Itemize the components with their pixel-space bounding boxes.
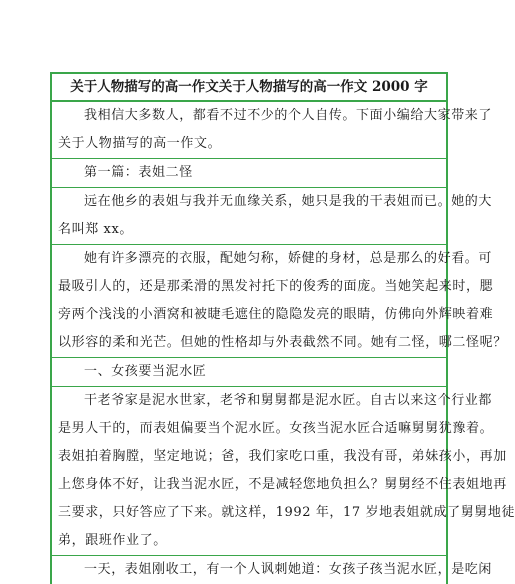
- text-line: 第一篇：表姐二怪: [84, 165, 193, 180]
- text-line: 远在他乡的表姐与我并无血缘关系，她只是我的干表姐而已。她的大: [84, 194, 493, 209]
- text-line: 关于人物描写的高一作文。: [58, 136, 222, 151]
- paragraph: [52, 188, 493, 245]
- text-line: 她有许多漂亮的衣服，配她匀称，娇健的身材，总是那么的好看。可: [84, 251, 493, 266]
- text-line: 干老爷家是泥水世家，老爷和舅舅都是泥水匠。自古以来这个行业都: [84, 393, 493, 408]
- text-line: 一、女孩要当泥水匠: [84, 364, 207, 379]
- paragraph: [52, 387, 515, 556]
- text-line: 旁两个浅浅的小酒窝和被睫毛遮住的隐隐发亮的眼睛，仿佛向外辉映着难: [58, 307, 494, 322]
- text-line: 是男人干的，而表姐偏要当个泥水匠。女孩当泥水匠合适嘛舅舅犹豫着。: [58, 421, 494, 436]
- document-title: 关于人物描写的高一作文关于人物描写的高一作文 2000 字: [52, 74, 446, 102]
- text-line: 最吸引人的，还是那柔滑的黑发衬托下的俊秀的面庞。当她笑起来时，腮: [58, 279, 494, 294]
- subsection-heading: [52, 358, 446, 387]
- text-line: 我相信大多数人，都看不过不少的个人自传。下面小编给大家带来了: [84, 108, 493, 123]
- text-line: 上您身体不好，让我当泥水匠，不是减轻您地负担么？舅舅经不住表姐地再: [58, 477, 507, 492]
- paragraph: [52, 556, 493, 584]
- text-line: 一天，表姐刚收工，有一个人讽刺她道：女孩子孩当泥水匠，是吃闲: [84, 562, 493, 577]
- paragraph: [52, 245, 507, 358]
- section-heading: [52, 159, 446, 188]
- text-line: 表姐拍着胸膛，坚定地说；爸，我们家吃口重，我没有哥，弟妹孩小，再加: [58, 449, 507, 464]
- paragraph-intro: [52, 102, 493, 159]
- document-table: [50, 72, 515, 584]
- text-line: 以形容的柔和光芒。但她的性格却与外表截然不同。她有二怪，哪二怪呢？: [58, 335, 507, 350]
- text-line: 名叫郑 xx。: [58, 222, 133, 237]
- text-line: 弟，跟班作业了。: [58, 533, 167, 548]
- text-line: 三要求，只好答应了下来。就这样，1992 年，17 岁地表姐就成了舅舅地徒: [58, 505, 515, 520]
